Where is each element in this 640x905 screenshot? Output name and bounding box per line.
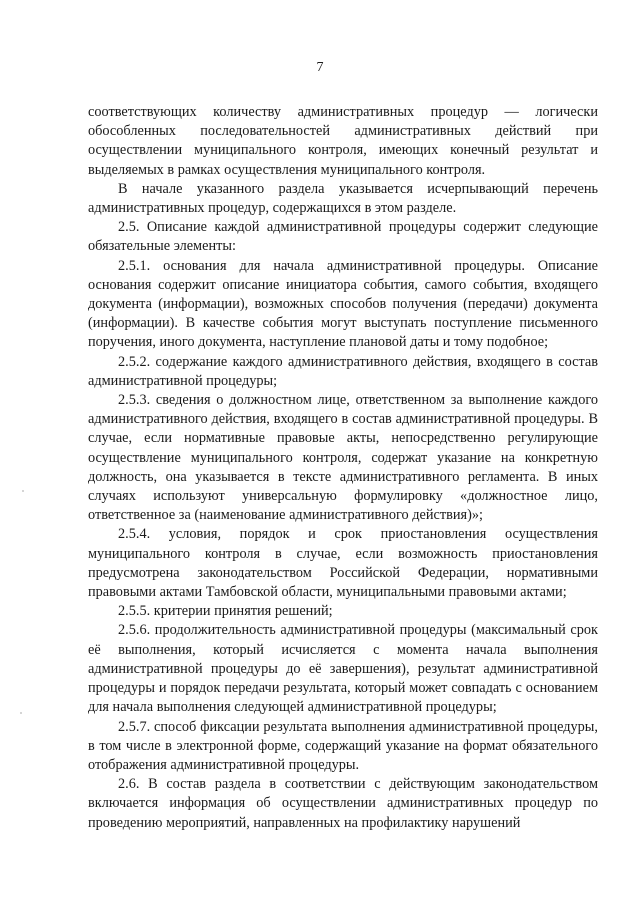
paragraph-2-6: 2.6. В состав раздела в соответствии с действующим законодательством включается информация об осуществлении административных процедур по проведению мероприятий, направленных на профилактику нарушений — [88, 776, 598, 831]
paragraph-continuation: соответствующих количеству административных процедур — логически обособленных последовательностей административных действий при осуществлении муниципального контроля, имеющих конечный результат и выделяемых в рамках осуществления муниципального контроля. — [88, 104, 598, 178]
paragraph-2-5-5: 2.5.5. критерии принятия решений; — [118, 603, 333, 620]
paragraph-2-5-6: 2.5.6. продолжительность административной процедуры (максимальный срок её выполнения, который исчисляется с момента начала выполнения административной процедуры до её завершения), результат административной процедуры и порядок передачи результата, который может совпадать с основанием для начала выполнения следующей административной процедуры; — [88, 622, 598, 716]
scan-speck — [22, 490, 24, 492]
paragraph-2-5-4: 2.5.4. условия, порядок и срок приостановления осуществления муниципального контроля в случае, если возможность приостановления предусмотрена законодательством Российской Федерации, нормативными правовыми актами Тамбовской области, муниципальными правовыми актами; — [88, 526, 598, 601]
document-body — [88, 103, 598, 833]
paragraph-2-5-2: 2.5.2. содержание каждого административного действия, входящего в состав административной процедуры; — [88, 353, 598, 389]
page-number: 7 — [316, 60, 324, 75]
paragraph-section-intro: В начале указанного раздела указывается исчерпывающий перечень административных процедур, содержащихся в этом разделе. — [88, 180, 598, 217]
paragraph-2-5-1: 2.5.1. основания для начала административной процедуры. Описание основания содержит описание инициатора события, самого события, входящего документа (информации), возможных способов получения (передачи) документа (информации). В качестве события могут выступать поступление письменного поручения, иного документа, наступление плановой даты и тому подобное; — [88, 257, 598, 351]
paragraph-2-5-7: 2.5.7. способ фиксации результата выполнения административной процедуры, в том числе в электронной форме, содержащий указание на формат обязательного отображения административной процедуры. — [88, 718, 598, 773]
scan-speck — [20, 712, 22, 714]
paragraph-2-5-3: 2.5.3. сведения о должностном лице, ответственном за выполнение каждого административного действия, входящего в состав административной процедуры. В случае, если нормативные правовые акты, непосредственно регулирующие осуществление муниципального контроля, содержат указание на конкретную должность, она указывается в тексте административного регламента. В иных случаях используют универсальную формулировку «должностное лицо, ответственное за (наименование административного действия)»; — [88, 392, 598, 524]
paragraph-2-5: 2.5. Описание каждой административной процедуры содержит следующие обязательные элементы: — [88, 219, 598, 255]
